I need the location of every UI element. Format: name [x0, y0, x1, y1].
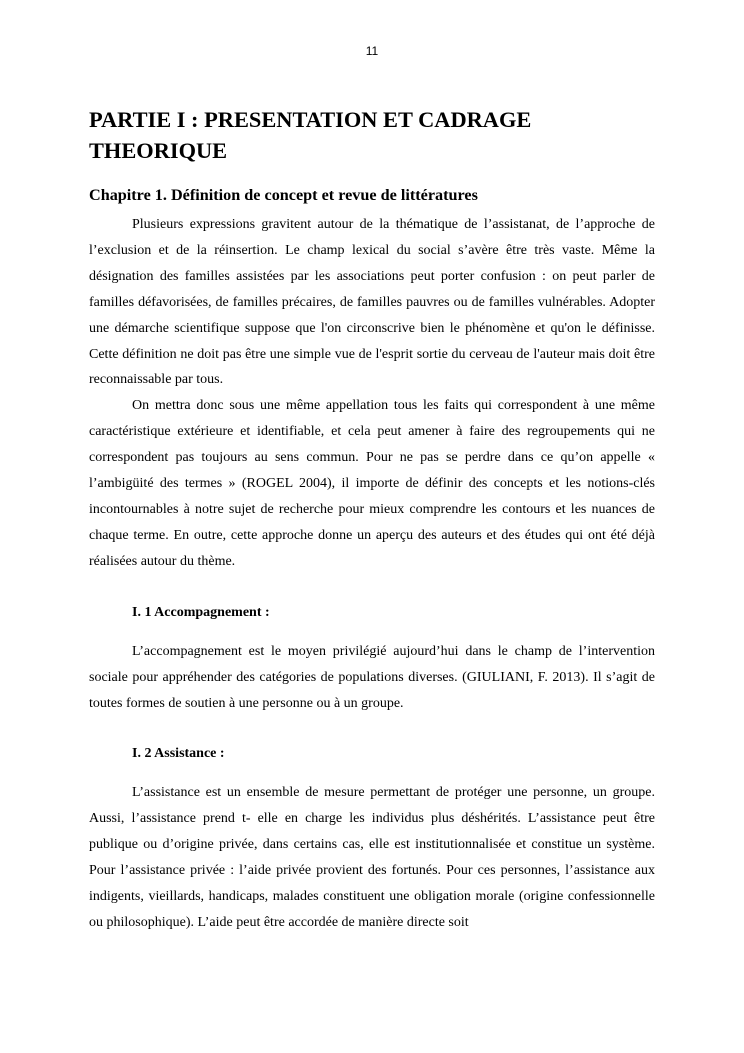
part-title: [89, 104, 655, 166]
section-paragraph-accompagnement: L’accompagnement est le moyen privilégié aujourd’hui dans le champ de l’intervention sociale pour appréhender des catégories de populations diverses. (GIULIANI, F. 2013). Il s’agit de toutes formes de soutien à une personne ou à un groupe.: [89, 643, 655, 711]
document-body: [89, 104, 655, 936]
section-heading-accompagnement: I. 1 Accompagnement :: [132, 604, 270, 620]
page-number: 11: [365, 44, 379, 58]
intro-paragraph-2: On mettra donc sous une même appellation tous les faits qui correspondent à une même caractéristique extérieure et identifiable, et cela peut amener à faire des regroupements qui ne correspondent pas toujours au sens commun. Pour ne pas se perdre dans ce qu’on appelle « l’ambigüité des termes » (ROGEL 2004), il importe de définir des concepts et les notions-clés incontournables à notre sujet de recherche pour mieux comprendre les contours et les nuances de chaque terme. En outre, cette approche donne un aperçu des auteurs et des études qui ont été déjà réalisées autour du thème.: [89, 398, 655, 569]
section-paragraph-assistance: L’assistance est un ensemble de mesure permettant de protéger une personne, un groupe. Aussi, l’assistance prend t- elle en charge les individus plus déshérités. L’assistance peut être publique ou d’origine privée, dans certains cas, elle est institutionnalisée et constitue un système. Pour l’assistance privée : l’aide privée provient des fortunés. Pour ces personnes, l’assistance aux indigents, vieillards, handicaps, malades constituent une obligation morale (origine confessionnelle ou philosophique). L’aide peut être accordée de manière directe soit: [89, 785, 655, 930]
part-title-line2: THEORIQUE: [89, 138, 228, 163]
part-title-line1: PARTIE I : PRESENTATION ET CADRAGE: [89, 107, 532, 132]
section-heading-assistance: I. 2 Assistance :: [132, 746, 225, 762]
chapter-title: Chapitre 1. Définition de concept et revue de littératures: [89, 186, 478, 204]
intro-paragraph-1: Plusieurs expressions gravitent autour de la thématique de l’assistanat, de l’approche de l’exclusion et de la réinsertion. Le champ lexical du social s’avère être très vaste. Même la désignation des familles assistées par les associations peut porter confusion : on peut parler de familles défavorisées, de familles précaires, de familles pauvres ou de familles vulnérables. Adopter une démarche scientifique suppose que l'on circonscrive bien le phénomène et qu'on le définisse. Cette définition ne doit pas être une simple vue de l'esprit sortie du cerveau de l'auteur mais doit être reconnaissable par tous.: [89, 217, 655, 388]
